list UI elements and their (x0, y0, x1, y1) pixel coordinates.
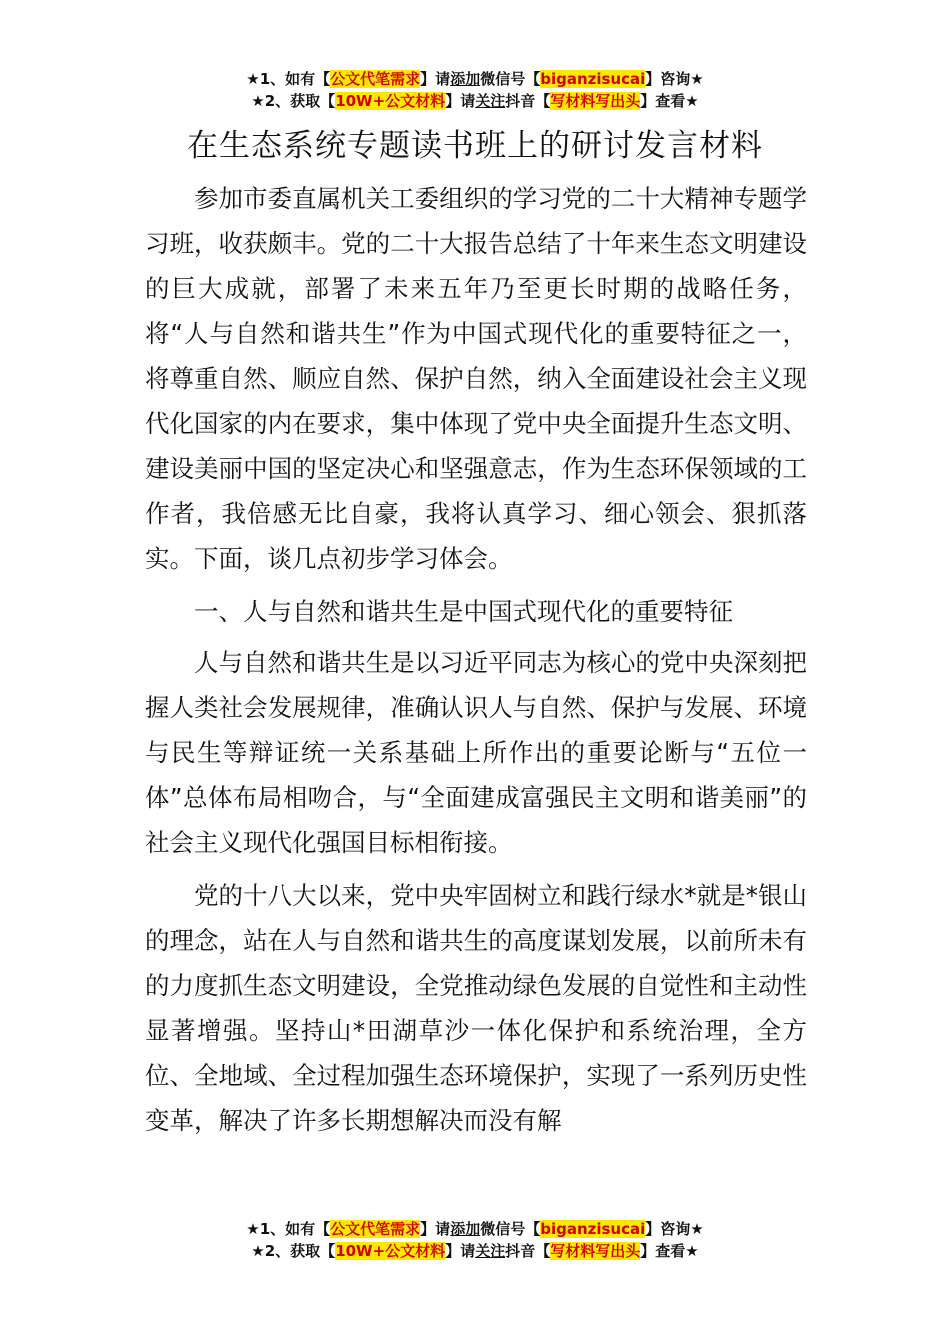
promo-underlined: 添加 (450, 70, 481, 88)
promo-text: 】请 (420, 1220, 451, 1238)
promo-text: ★1、如有【 (246, 70, 331, 88)
promo-highlight: 公文代笔需求 (330, 70, 421, 88)
promo-highlight: 公文代笔需求 (330, 1220, 421, 1238)
document-title: 在生态系统专题读书班上的研讨发言材料 (187, 128, 763, 164)
promo-text: ★2、获取【 (251, 1242, 336, 1260)
promo-text: ★2、获取【 (251, 92, 336, 110)
promo-wechat-id: biganzisucai (540, 1220, 646, 1238)
paragraph-intro: 参加市委直属机关工委组织的学习党的二十大精神专题学习班，收获颇丰。党的二十大报告总结了十年来生态文明建设的巨大成就，部署了未来五年乃至更长时期的战略任务，将“人与自然和谐共生”作为中国式现代化的重要特征之一，将尊重自然、顺应自然、保护自然，纳入全面建设社会主义现代化国家的内在要求，集中体现了党中央全面提升生态文明、建设美丽中国的坚定决心和坚强意志，作为生态环保领域的工作者，我倍感无比自豪，我将认真学习、细心领会、狠抓落实。下面，谈几点初步学习体会。 (145, 184, 807, 573)
promo-text: 抖音【 (505, 92, 551, 110)
promo-text: 】请 (445, 1242, 476, 1260)
section-heading-1: 一、人与自然和谐共生是中国式现代化的重要特征 (194, 597, 733, 626)
promo-line-2 (0, 90, 950, 112)
promo-text: ★1、如有【 (246, 1220, 331, 1238)
promo-banner-bottom (0, 1218, 950, 1262)
promo-highlight: 10W+公文材料 (335, 92, 446, 110)
promo-text: 】查看★ (640, 92, 699, 110)
promo-text: 】请 (445, 92, 476, 110)
promo-underlined: 关注 (475, 92, 506, 110)
promo-banner-top (0, 68, 950, 112)
paragraph-2: 人与自然和谐共生是以习近平同志为核心的党中央深刻把握人类社会发展规律，准确认识人与自然、保护与发展、环境与民生等辩证统一关系基础上所作出的重要论断与“五位一体”总体布局相吻合，与“全面建成富强民主文明和谐美丽”的社会主义现代化强国目标相衔接。 (145, 648, 807, 857)
promo-line-1 (0, 68, 950, 90)
promo-underlined: 添加 (450, 1220, 481, 1238)
promo-highlight: 10W+公文材料 (335, 1242, 446, 1260)
promo-text: 】咨询★ (645, 70, 704, 88)
promo-text: 微信号【 (480, 70, 541, 88)
promo-text: 】请 (420, 70, 451, 88)
promo-douyin-id: 写材料写出头 (550, 92, 641, 110)
promo-text: 抖音【 (505, 1242, 551, 1260)
promo-underlined: 关注 (475, 1242, 506, 1260)
promo-line-1 (0, 1218, 950, 1240)
promo-line-2 (0, 1240, 950, 1262)
paragraph-3: 党的十八大以来，党中央牢固树立和践行绿水*就是*银山的理念，站在人与自然和谐共生的高度谋划发展，以前所未有的力度抓生态文明建设，全党推动绿色发展的自觉性和主动性显著增强。坚持山*田湖草沙一体化保护和系统治理，全方位、全地域、全过程加强生态环境保护，实现了一系列历史性变革，解决了许多长期想解决而没有解 (145, 881, 807, 1135)
document-body (145, 176, 807, 1143)
promo-douyin-id: 写材料写出头 (550, 1242, 641, 1260)
promo-text: 】查看★ (640, 1242, 699, 1260)
promo-wechat-id: biganzisucai (540, 70, 646, 88)
promo-text: 】咨询★ (645, 1220, 704, 1238)
promo-text: 微信号【 (480, 1220, 541, 1238)
